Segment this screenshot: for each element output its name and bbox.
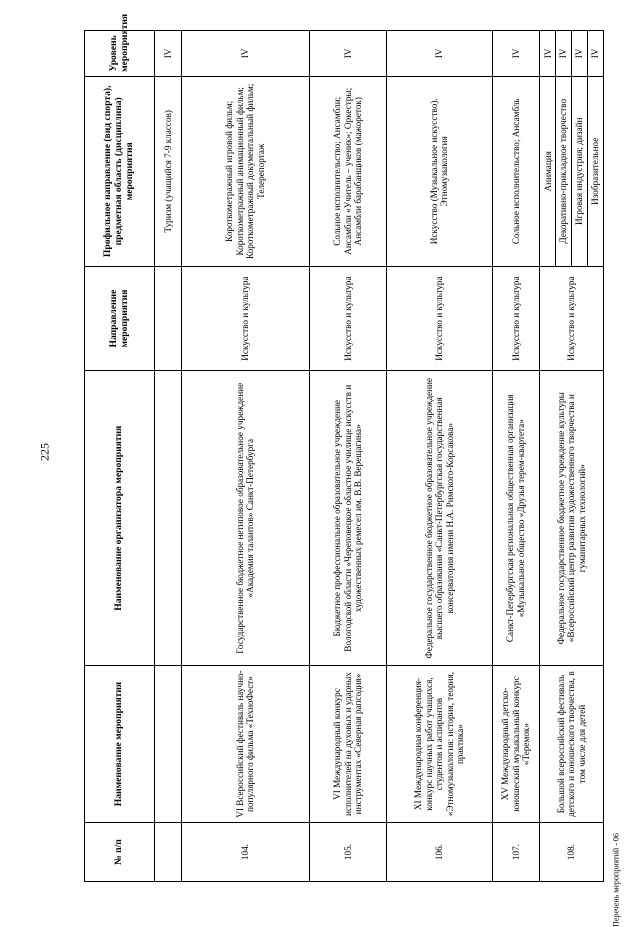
cell-organizer: Федеральное государственное бюджетное учреждение культуры «Всероссийский центр развития художественного творчества и гуманитарных технологий» bbox=[540, 371, 604, 666]
cell-event: VI Международный конкурс исполнителей на духовых и ударных инструментах «Северная рапсодия» bbox=[309, 666, 386, 823]
cell-level: IV bbox=[492, 31, 540, 77]
cell-level: IV bbox=[556, 31, 572, 77]
header-direction: Направление мероприятия bbox=[85, 266, 155, 371]
cell-num: 107. bbox=[492, 823, 540, 882]
cell-organizer: Санкт-Петербургская региональная общественная организация «Музыкальное общество «Друзья терем-квартета» bbox=[492, 371, 540, 666]
table-row bbox=[181, 31, 309, 882]
cell-organizer: Государственное бюджетное нетиповое образовательное учреждение «Академия талантов» Санкт-Петербурга bbox=[181, 371, 309, 666]
table-row bbox=[540, 31, 556, 882]
events-table bbox=[84, 13, 604, 882]
cell-direction: Искусство и культура bbox=[387, 266, 492, 371]
cell-profile: Искусство (Музыкальное искусство). Этномузыкология bbox=[387, 76, 492, 266]
page-number: 225 bbox=[37, 443, 52, 461]
cell-num: 106. bbox=[387, 823, 492, 882]
cell-num bbox=[155, 823, 182, 882]
cell-direction: Искусство и культура bbox=[492, 266, 540, 371]
cell-direction bbox=[155, 266, 182, 371]
table-header-row bbox=[85, 31, 155, 882]
cell-profile: Сольное исполнительство; Ансамбли; Ансамбли «Учитель – ученик»; Оркестры; Ансамбли барабанщиков (мажореток) bbox=[309, 76, 386, 266]
header-level: Уровень мероприятия bbox=[85, 31, 155, 77]
cell-level: IV bbox=[572, 31, 588, 77]
cell-direction: Искусство и культура bbox=[309, 266, 386, 371]
cell-event bbox=[155, 666, 182, 823]
cell-profile: Декоративно-прикладное творчество bbox=[556, 76, 572, 266]
cell-event: Большой всероссийский фестиваль детского и юношеского творчества, в том числе для детей bbox=[540, 666, 604, 823]
cell-level: IV bbox=[387, 31, 492, 77]
cell-level: IV bbox=[155, 31, 182, 77]
cell-event: XI Международная конференция-конкурс научных работ учащихся, студентов и аспирантов «Этномузыкология: история, теория, практика» bbox=[387, 666, 492, 823]
cell-profile: Анимация bbox=[540, 76, 556, 266]
cell-profile: Изобразительное bbox=[588, 76, 604, 266]
cell-level: IV bbox=[181, 31, 309, 77]
cell-organizer: Бюджетное профессиональное образовательное учреждение Вологодской области «Череповецкое областное училище искусств и художественных ремесел им. В.В. Верещагина» bbox=[309, 371, 386, 666]
cell-num: 104. bbox=[181, 823, 309, 882]
header-organizer: Наименование организатора мероприятия bbox=[85, 371, 155, 666]
cell-event: XV Международный детско-юношеский музыкальный конкурс «Теремок» bbox=[492, 666, 540, 823]
cell-event: VI Всероссийский фестиваль научно-популярного фильма «ТехноФест» bbox=[181, 666, 309, 823]
cell-level: IV bbox=[540, 31, 556, 77]
rotated-table-wrapper bbox=[84, 13, 604, 882]
cell-profile: Короткометражный игровой фильм; Короткометражный анимационный фильм; Короткометражный документальный фильм; Телерепортаж bbox=[181, 76, 309, 266]
cell-level: IV bbox=[588, 31, 604, 77]
table-row bbox=[492, 31, 540, 882]
cell-organizer: Федеральное государственное бюджетное образовательное учреждение высшего образования «Санкт-Петербургская государственная консерватория имени Н.А. Римского-Корсакова» bbox=[387, 371, 492, 666]
footer-note: Перечень мероприятий - 06 bbox=[611, 833, 621, 927]
table-row bbox=[309, 31, 386, 882]
cell-profile: Игровая индустрия; дизайн bbox=[572, 76, 588, 266]
cell-profile: Сольное исполнительство; Ансамбль bbox=[492, 76, 540, 266]
header-profile: Профильное направление (вид спорта), предметная область (дисциплина) мероприятия bbox=[85, 76, 155, 266]
table-row bbox=[387, 31, 492, 882]
cell-level: IV bbox=[309, 31, 386, 77]
cell-direction: Искусство и культура bbox=[181, 266, 309, 371]
cell-num: 105. bbox=[309, 823, 386, 882]
header-event: Наименование мероприятия bbox=[85, 666, 155, 823]
table-row bbox=[155, 31, 182, 882]
cell-profile: Туризм (учащийся 7-9 классов) bbox=[155, 76, 182, 266]
cell-num: 108. bbox=[540, 823, 604, 882]
header-num: № п/п bbox=[85, 823, 155, 882]
cell-direction: Искусство и культура bbox=[540, 266, 604, 371]
cell-organizer bbox=[155, 371, 182, 666]
